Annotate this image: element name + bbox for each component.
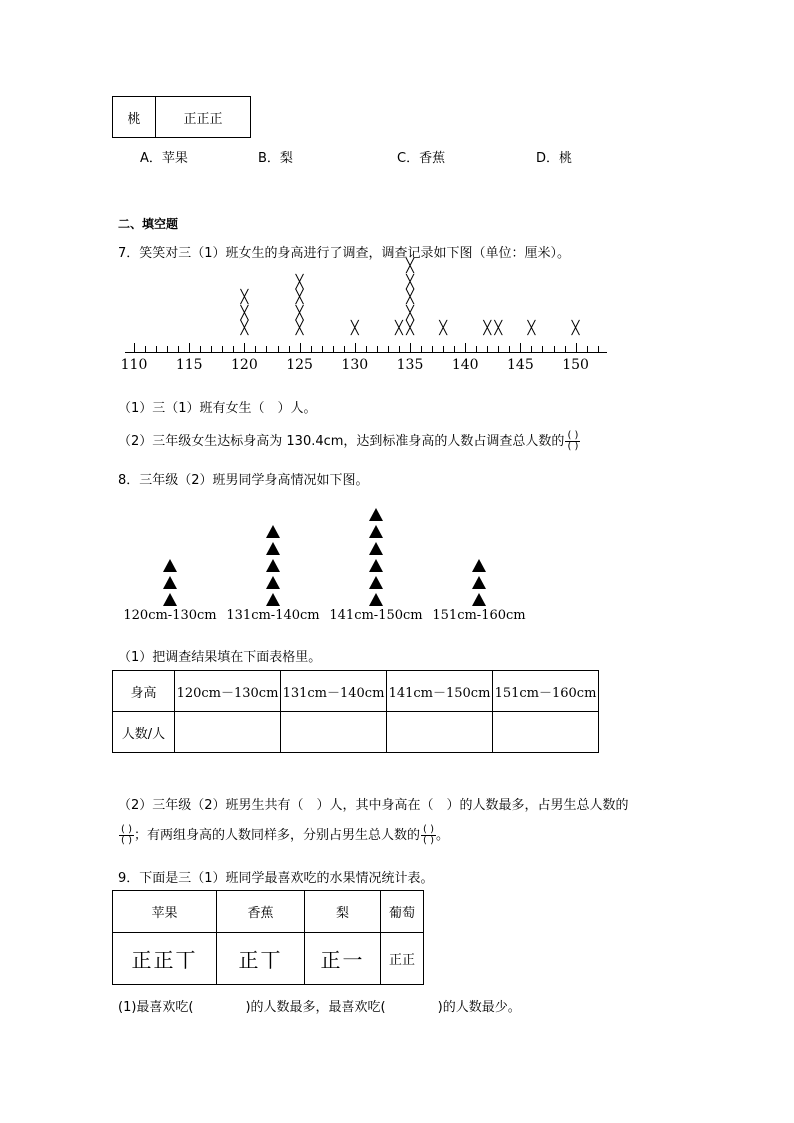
option-b: B．梨	[258, 151, 293, 166]
q8-fraction-2	[421, 825, 436, 846]
triangle-mark	[369, 559, 383, 572]
top-fruit-table	[112, 96, 251, 138]
axis-label: 145	[507, 357, 534, 373]
x-mark: ╳	[406, 290, 414, 305]
x-mark: ╳	[483, 321, 492, 336]
triangle-mark	[472, 559, 486, 572]
triangle-mark	[163, 593, 177, 606]
axis-tick	[598, 346, 599, 352]
fraction-numerator: ( )	[121, 824, 132, 835]
triangle-mark	[369, 525, 383, 538]
option-a: A．苹果	[140, 151, 188, 166]
fraction-denominator: ( )	[423, 835, 434, 846]
axis-tick	[278, 346, 279, 352]
axis-label: 120	[231, 357, 258, 373]
axis-tick	[399, 346, 400, 352]
axis-label: 110	[120, 357, 148, 373]
x-mark: ╳	[350, 321, 359, 336]
axis-tick	[255, 346, 256, 352]
axis-tick	[454, 346, 455, 352]
x-mark: ╳	[240, 305, 249, 321]
axis-tick	[344, 346, 345, 352]
answer-cell-1[interactable]	[175, 712, 281, 753]
q8-fraction-1	[119, 825, 134, 846]
axis-label: 125	[286, 357, 313, 373]
axis-tick	[244, 343, 245, 352]
header-group-1: 120cm－130cm	[175, 671, 281, 712]
section-title: 二、填空题	[118, 217, 179, 231]
axis-tick	[432, 346, 433, 352]
group-label: 141cm-150cm	[329, 608, 423, 623]
answer-cell-4[interactable]	[493, 712, 599, 753]
fraction-denominator: ( )	[567, 441, 579, 452]
q9-fruit-table	[112, 890, 424, 985]
axis-tick	[465, 343, 466, 352]
axis-label: 130	[341, 357, 369, 373]
option-d: D．桃	[536, 151, 573, 166]
triangle-mark	[369, 593, 383, 606]
header-group-3: 141cm－150cm	[387, 671, 493, 712]
header-group-2: 131cm－140cm	[281, 671, 387, 712]
axis-tick	[167, 346, 168, 352]
answer-cell-2[interactable]	[281, 712, 387, 753]
triangle-mark	[266, 576, 280, 589]
axis-tick	[178, 346, 179, 352]
axis-tick	[200, 346, 201, 352]
triangle-mark	[266, 559, 280, 572]
answer-cell-3[interactable]	[387, 712, 493, 753]
axis-tick	[156, 346, 157, 352]
q8-stem: 8．三年级（2）班男同学身高情况如下图。	[118, 473, 369, 488]
axis-tick	[222, 346, 223, 352]
axis-tick	[266, 346, 267, 352]
header-pear: 梨	[305, 891, 381, 933]
group-label: 120cm-130cm	[123, 608, 217, 623]
axis-tick	[576, 343, 577, 352]
fraction-numerator: ( )	[567, 430, 579, 441]
triangle-mark	[163, 559, 177, 572]
axis-tick	[322, 346, 323, 352]
group-label: 131cm-140cm	[226, 608, 320, 623]
header-height: 身高	[113, 671, 175, 712]
number-line-axis	[125, 352, 607, 353]
q7-line-plot	[0, 0, 794, 400]
x-mark: ╳	[406, 274, 414, 290]
axis-tick	[587, 346, 588, 352]
axis-tick	[189, 343, 190, 352]
axis-tick	[145, 346, 146, 352]
triangle-mark	[472, 593, 486, 606]
axis-label: 135	[396, 357, 424, 373]
tally-apple: 正正丅	[113, 933, 217, 985]
header-group-4: 151cm－160cm	[493, 671, 599, 712]
axis-tick	[134, 343, 135, 352]
q7-sub1: （1）三（1）班有女生（ ）人。	[118, 401, 317, 416]
axis-tick	[421, 346, 422, 352]
x-mark: ╳	[295, 305, 304, 321]
axis-tick	[233, 346, 234, 352]
q8-sub2-end: 。	[435, 828, 449, 843]
axis-tick	[520, 343, 521, 352]
axis-tick	[509, 346, 510, 352]
triangle-mark	[369, 542, 383, 555]
q7-sub2	[118, 430, 580, 452]
q7-sub2-text: （2）三年级女生达标身高为 130.4cm，达到标准身高的人数占调查总人数的	[118, 434, 565, 449]
axis-label: 140	[451, 357, 479, 373]
header-banana: 香蕉	[217, 891, 305, 933]
option-c: C．香蕉	[397, 151, 446, 166]
x-mark: ╳	[295, 290, 304, 305]
x-mark: ╳	[295, 321, 304, 336]
group-label: 151cm-160cm	[432, 608, 526, 623]
header-apple: 苹果	[113, 891, 217, 933]
row-label-count: 人数/人	[113, 712, 175, 753]
x-mark: ╳	[571, 321, 580, 336]
triangle-mark	[266, 525, 280, 538]
tally-cell: 正正正	[156, 97, 251, 138]
axis-label: 150	[562, 357, 589, 373]
x-mark: ╳	[527, 321, 536, 336]
triangle-mark	[369, 576, 383, 589]
q8-sub2-line1: （2）三年级（2）班男生共有（ ）人，其中身高在（ ）的人数最多，占男生总人数的	[118, 798, 629, 813]
q9-sub1: (1)最喜欢吃( )的人数最多，最喜欢吃( )的人数最少。	[118, 1000, 521, 1015]
axis-label: 115	[175, 357, 203, 373]
x-mark: ╳	[494, 321, 503, 336]
axis-tick	[377, 346, 378, 352]
triangle-mark	[266, 593, 280, 606]
triangle-mark	[266, 542, 280, 555]
axis-tick	[542, 346, 543, 352]
x-mark: ╳	[406, 321, 414, 336]
tally-banana: 正丅	[217, 933, 305, 985]
axis-tick	[410, 343, 411, 352]
axis-tick	[554, 346, 555, 352]
axis-tick	[300, 343, 301, 352]
tally-pear: 正一	[305, 933, 381, 985]
q8-sub2-line2	[118, 824, 449, 846]
fraction-denominator: ( )	[121, 835, 132, 846]
x-mark: ╳	[240, 321, 249, 336]
x-mark: ╳	[406, 259, 414, 274]
axis-tick	[289, 346, 290, 352]
axis-tick	[531, 346, 532, 352]
axis-tick	[311, 346, 312, 352]
q7-fraction	[565, 431, 580, 452]
axis-tick	[366, 346, 367, 352]
axis-tick	[565, 346, 566, 352]
axis-tick	[333, 346, 334, 352]
tally-grape: 正正	[381, 933, 424, 985]
x-mark: ╳	[439, 321, 448, 336]
axis-tick	[388, 346, 389, 352]
x-mark: ╳	[295, 274, 304, 290]
q7-stem: 7．笑笑对三（1）班女生的身高进行了调查，调查记录如下图（单位：厘米）。	[118, 246, 571, 261]
axis-tick	[498, 346, 499, 352]
q9-stem: 9．下面是三（1）班同学最喜欢吃的水果情况统计表。	[118, 871, 434, 886]
triangle-mark	[369, 508, 383, 521]
axis-tick	[355, 343, 356, 352]
header-grape: 葡萄	[381, 891, 424, 933]
fraction-numerator: ( )	[423, 824, 434, 835]
x-mark: ╳	[406, 305, 414, 321]
x-mark: ╳	[240, 290, 249, 305]
axis-tick	[211, 346, 212, 352]
triangle-mark	[163, 576, 177, 589]
q8-sub2-line2-text: ；有两组身高的人数同样多，分别占男生总人数的	[133, 828, 420, 843]
q8-sub1: （1）把调查结果填在下面表格里。	[118, 650, 322, 665]
q8-result-table	[112, 670, 599, 753]
axis-tick	[476, 346, 477, 352]
fruit-cell: 桃	[113, 97, 156, 138]
axis-tick	[487, 346, 488, 352]
triangle-mark	[472, 576, 486, 589]
axis-tick	[443, 346, 444, 352]
x-mark: ╳	[395, 321, 403, 336]
